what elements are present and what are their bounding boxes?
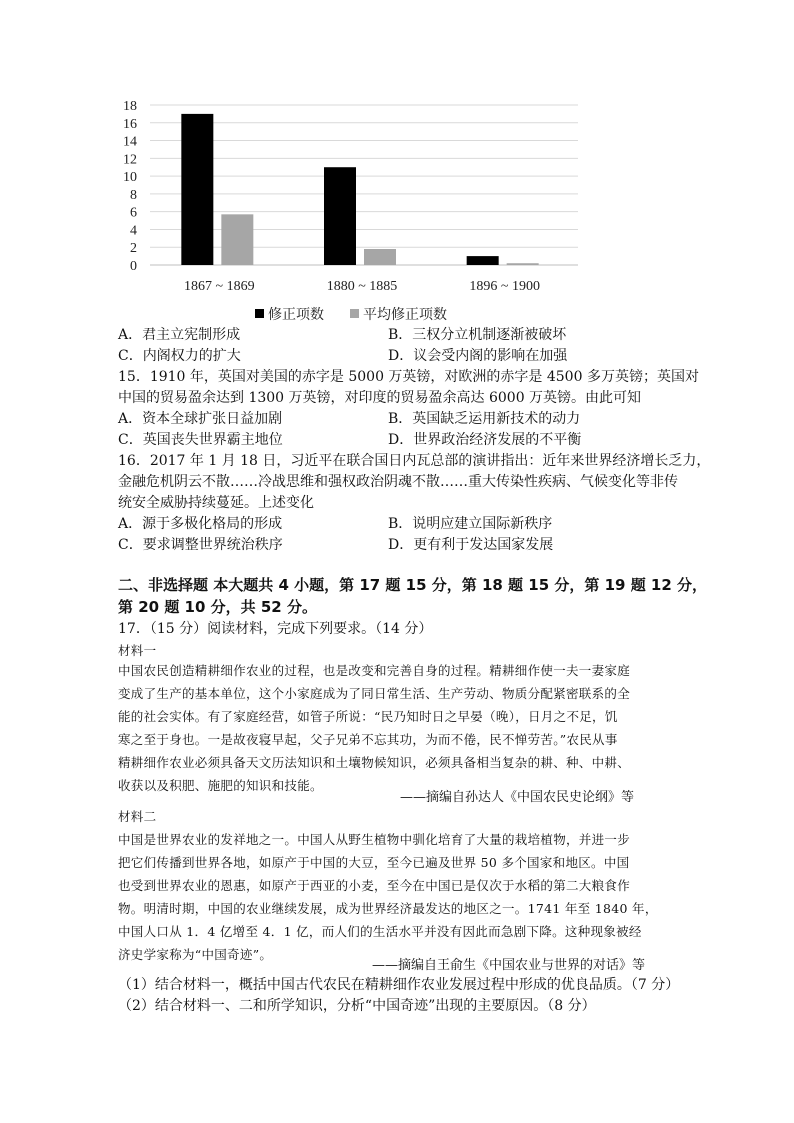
legend-swatch [255, 309, 264, 318]
y-tick-label: 0 [130, 259, 137, 274]
y-tick-label: 8 [130, 187, 137, 203]
material1-line: 精耕细作农业必须具备天文历法知识和土壤物候知识，必须具备相当复杂的耕、种、中耕、 [118, 755, 631, 770]
chart-bars [181, 114, 538, 265]
material1-line: 变成了生产的基本单位，这个小家庭成为了同日常生活、生产劳动、物质分配紧密联系的全 [118, 686, 631, 701]
q17-subquestion-2: （2）结合材料一、二和所学知识，分析“中国奇迹”出现的主要原因。（8 分） [118, 998, 596, 1014]
chart-y-ticks [123, 99, 137, 274]
material2-line: 中国是世界农业的发祥地之一。中国人从野生植物中驯化培育了大量的栽培植物，并进一步 [118, 832, 631, 847]
material2-line: 也受到世界农业的恩惠，如原产于西亚的小麦，至今在中国已是仅次于水稻的第二大粮食作 [118, 878, 631, 893]
chart-gridlines [150, 105, 578, 265]
bar-amendments [467, 256, 499, 265]
q16-option-d: D．更有利于发达国家发展 [388, 537, 554, 553]
material2-source: ——摘编自王俞生《中国农业与世界的对话》等 [372, 958, 646, 973]
q16-stem-line2: 金融危机阴云不散……冷战思维和强权政治阴魂不散……重大传染性疾病、气候变化等非传 [118, 474, 678, 490]
section2-heading-line2: 第 20 题 10 分，共 52 分。 [118, 598, 317, 616]
x-tick-label: 1880 ~ 1885 [326, 279, 398, 294]
y-tick-label: 10 [123, 170, 137, 186]
material1-title: 材料一 [118, 643, 157, 658]
q15-option-c: C．英国丧失世界霸主地位 [118, 432, 283, 448]
x-tick-label: 1896 ~ 1900 [469, 279, 540, 294]
q14-option-a: A．君主立宪制形成 [118, 327, 241, 343]
q15-option-b: B．英国缺乏运用新技术的动力 [388, 411, 581, 427]
q15-stem-line2: 中国的贸易盈余达到 1300 万英镑，对印度的贸易盈余高达 6000 万英镑。由此可知 [118, 390, 642, 406]
y-tick-label: 12 [123, 152, 137, 168]
bar-average-amendments [221, 214, 253, 265]
x-tick-label: 1867 ~ 1869 [184, 279, 255, 294]
material2-line: 把它们传播到世界各地，如原产于中国的大豆，至今已遍及世界 50 多个国家和地区。中国 [118, 855, 630, 870]
q17-subquestion-1: （1）结合材料一，概括中国古代农民在精耕细作农业发展过程中形成的优良品质。（7 分） [118, 977, 680, 993]
y-tick-label: 2 [130, 241, 137, 257]
material2-line: 济史学家称为“中国奇迹”。 [118, 947, 273, 962]
y-tick-label: 16 [123, 116, 137, 132]
material1-line: 能的社会实体。有了家庭经营，如管子所说：“民乃知时日之早晏（晚），日月之不足，饥 [118, 709, 618, 724]
bar-amendments [181, 114, 213, 265]
q15-stem-line1: 15．1910 年，英国对美国的赤字是 5000 万英镑，对欧洲的赤字是 4500 多万英镑；英国对 [118, 369, 699, 385]
legend-swatch [350, 309, 359, 318]
section2-heading-line1: 二、非选择题 本大题共 4 小题，第 17 题 15 分，第 18 题 15 分，第 19 题 12 分， [118, 576, 708, 594]
amendment-bar-chart [100, 92, 600, 332]
chart-x-ticks [184, 279, 540, 294]
y-tick-label: 6 [130, 205, 137, 221]
material2-line: 物。明清时期，中国的农业继续发展，成为世界经济最发达的地区之一。1741 年至 1840 年， [118, 901, 658, 916]
bar-amendments [324, 167, 356, 265]
y-tick-label: 4 [130, 223, 137, 239]
legend-label: 修正项数 [268, 307, 324, 323]
q15-option-d: D．世界政治经济发展的不平衡 [388, 432, 582, 448]
y-tick-label: 14 [123, 134, 137, 150]
y-tick-label: 18 [123, 99, 137, 114]
q15-option-a: A．资本全球扩张日益加剧 [118, 411, 283, 427]
legend-label: 平均修正项数 [363, 307, 447, 323]
material1-line: 寒之至于身也。一是故夜寝早起，父子兄弟不忘其功，为而不倦，民不惮劳苦。”农民从事 [118, 732, 618, 747]
bar-average-amendments [364, 249, 396, 265]
chart-legend [255, 306, 447, 323]
material1-line: 收获以及积肥、施肥的知识和技能。 [118, 778, 323, 793]
bar-average-amendments [507, 263, 539, 265]
q14-option-c: C．内阁权力的扩大 [118, 348, 241, 364]
material1-line: 中国农民创造精耕细作农业的过程，也是改变和完善自身的过程。精耕细作使一夫一妻家庭 [118, 663, 631, 678]
q16-option-a: A．源于多极化格局的形成 [118, 516, 283, 532]
q16-option-c: C．要求调整世界统治秩序 [118, 537, 283, 553]
material1-source: ——摘编自孙达人《中国农民史论纲》等 [400, 790, 635, 805]
material2-title: 材料二 [118, 809, 157, 824]
q16-stem-line1: 16．2017 年 1 月 18 日，习近平在联合国日内瓦总部的演讲指出：近年来世界经济增长乏力， [118, 453, 711, 469]
q16-option-b: B．说明应建立国际新秩序 [388, 516, 553, 532]
q16-stem-line3: 统安全威胁持续蔓延。上述变化 [118, 495, 314, 511]
q14-option-d: D．议会受内阁的影响在加强 [388, 348, 568, 364]
q14-option-b: B．三权分立机制逐渐被破坏 [388, 327, 567, 343]
material2-line: 中国人口从 1．4 亿增至 4．1 亿，而人们的生活水平并没有因此而急剧下降。这种现象被经 [118, 924, 642, 939]
q17-heading: 17．（15 分）阅读材料，完成下列要求。（14 分） [118, 621, 433, 637]
